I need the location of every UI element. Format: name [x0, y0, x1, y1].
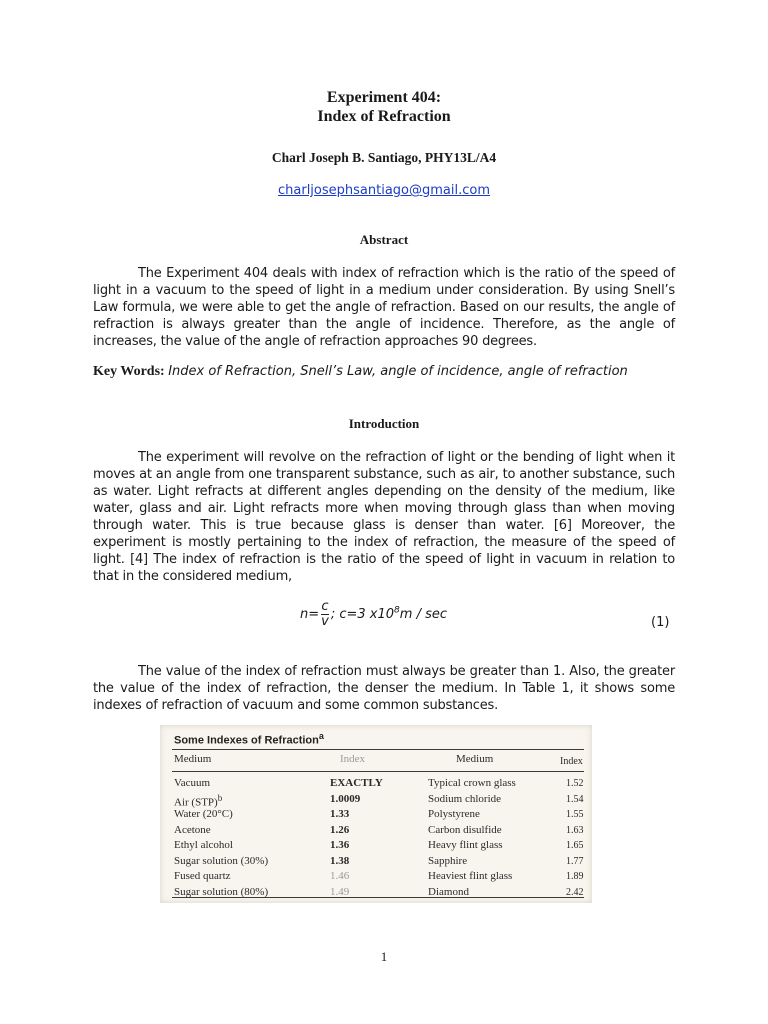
table-cell-medium: Typical crown glass	[428, 777, 516, 789]
table-cell-medium: Heaviest flint glass	[428, 870, 513, 882]
table-header-medium-left: Medium	[174, 753, 212, 765]
table-cell-medium: Sodium chloride	[428, 792, 502, 805]
second-paragraph-text: The value of the index of refraction must always be greater than 1. Also, the greater the value of the index of refraction, the denser the medium. In Table 1, it shows some indexes of refraction of vacuum and some common substances.	[93, 664, 675, 713]
table-title-footnote-mark: a	[318, 731, 324, 741]
equation-denominator: v	[321, 614, 329, 629]
table-footnote-mark: b	[217, 792, 223, 803]
author-line: Charl Joseph B. Santiago, PHY13L/A4	[271, 150, 497, 165]
equation-fraction	[321, 600, 329, 629]
table-cell-medium: Sugar solution (80%)	[174, 885, 269, 898]
introduction-heading: Introduction	[348, 416, 420, 431]
equation-lhs: n=	[300, 607, 320, 622]
table-header-rule	[172, 771, 584, 772]
keywords-line	[93, 364, 693, 380]
table-header-medium-right: Medium	[456, 753, 494, 765]
table-top-rule	[172, 749, 584, 750]
table-cell-medium: Fused quartz	[174, 870, 231, 882]
table-cell-index: 1.65	[566, 840, 584, 851]
table-cell-index: 1.33	[330, 808, 350, 820]
table-cell-index: 1.63	[566, 824, 584, 836]
table-cell-medium: Sapphire	[428, 854, 468, 867]
introduction-text: The experiment will revolve on the refraction of light or the bending of light when it moves at an angle from one transparent substance, such as air, to another substance, such as water. Light refracts at different angles depending on the density of the medium, like water, glass and air. Light refracts more when moving through glass than when moving through water. This is true because glass is denser than water. [6] Moreover, the experiment is mostly pertaining to the index of refraction, the measure of the speed of light. [4] The index of refraction is the ratio of the speed of light in vacuum in relation to that in the considered medium,	[93, 450, 675, 584]
refraction-equation	[300, 600, 447, 629]
table-cell-medium: Acetone	[174, 823, 211, 836]
table-header-index-right: Index	[560, 756, 583, 767]
abstract-paragraph	[93, 265, 675, 350]
table-cell-medium: Water (20°C)	[174, 808, 233, 820]
table-cell-index: 1.54	[566, 793, 584, 805]
table-cell-index: 1.49	[330, 885, 350, 898]
table-bottom-rule	[172, 897, 584, 898]
table-cell-index: 1.26	[330, 823, 350, 836]
equation-rhs-suffix: m / sec	[399, 607, 448, 622]
page-number: 1	[380, 949, 388, 964]
table-cell-index: 2.42	[566, 886, 584, 898]
table-cell-medium: Ethyl alcohol	[174, 839, 233, 851]
equation-number: (1)	[651, 615, 670, 630]
table-cell-index: 1.38	[330, 854, 350, 867]
table-cell-index: 1.46	[330, 870, 350, 882]
table-cell-medium: Diamond	[428, 885, 469, 898]
table-cell-index: 1.0009	[330, 792, 361, 805]
table-cell-medium: Air (STP)$^b$	[174, 792, 223, 809]
second-paragraph	[93, 663, 675, 714]
table-cell-medium: Heavy flint glass	[428, 839, 503, 851]
table-header-index-left: Index	[340, 753, 366, 765]
introduction-paragraph	[93, 449, 675, 585]
refraction-index-table	[160, 725, 592, 903]
table-cell-index: 1.55	[566, 809, 584, 820]
table-cell-index: 1.77	[566, 855, 584, 867]
paper-title-line2: Index of Refraction	[317, 108, 451, 125]
abstract-text: The Experiment 404 deals with index of refraction which is the ratio of the speed of light in a vacuum to the speed of light in a medium under consideration. By using Snell’s Law formula, we were able to get the angle of refraction. Based on our results, the angle of refraction is always greater than the angle of incidence. Therefore, as the angle of increases, the value of the angle of refraction approaches 90 degrees.	[93, 266, 675, 349]
table-cell-medium: Polystyrene	[428, 808, 480, 820]
abstract-heading: Abstract	[359, 232, 409, 247]
keywords-label: Key Words:	[93, 364, 165, 379]
table-cell-index: 1.52	[566, 778, 584, 789]
equation-rhs-prefix: ; c=3 x10	[330, 607, 395, 622]
table-cell-index: EXACTLY	[330, 777, 383, 789]
paper-title-line1: Experiment 404:	[326, 89, 442, 106]
table-cell-index: 1.36	[330, 839, 350, 851]
equation-exponent: 8	[394, 605, 400, 616]
equation-numerator: c	[321, 599, 329, 614]
table-title: Some Indexes of Refraction$^a$	[174, 731, 324, 747]
table-cell-index: 1.89	[566, 871, 584, 882]
author-email-link[interactable]: charljosephsantiago@gmail.com	[278, 183, 490, 198]
table-cell-medium: Carbon disulfide	[428, 823, 502, 836]
table-cell-medium: Sugar solution (30%)	[174, 854, 269, 867]
table-cell-medium: Vacuum	[174, 777, 211, 789]
keywords-text: Index of Refraction, Snell’s Law, angle of incidence, angle of refraction	[168, 364, 628, 379]
